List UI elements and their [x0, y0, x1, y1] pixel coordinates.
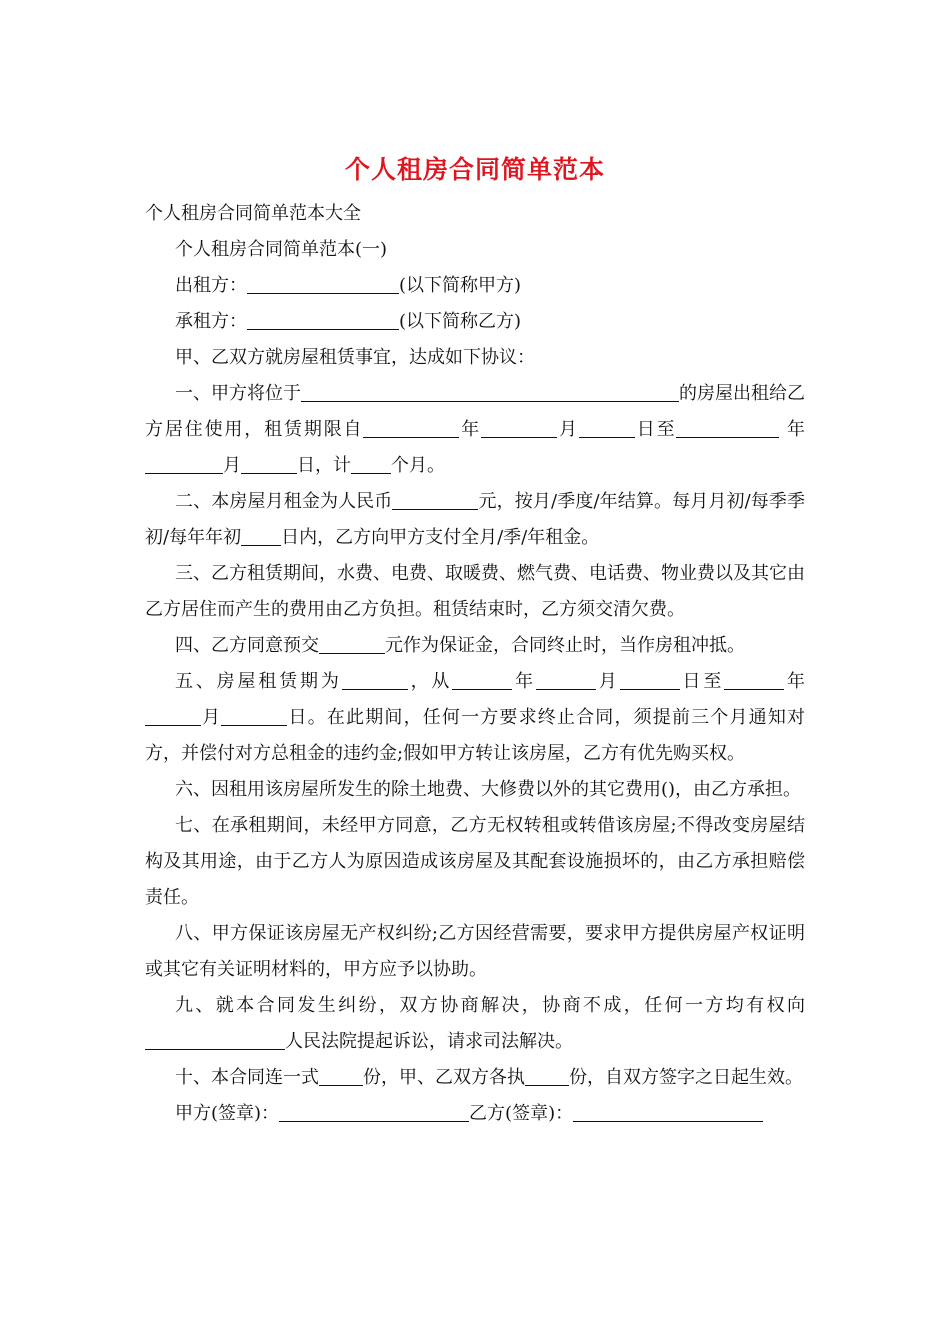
party-b-sign-label: 乙方(签章)：	[469, 1103, 574, 1124]
clause-5-text: 月	[595, 671, 620, 692]
court-blank	[145, 1029, 285, 1050]
clause-5-text: 日至	[679, 671, 725, 692]
blank	[145, 705, 201, 726]
contract-heading: 个人租房合同简单范本(一)	[175, 239, 388, 260]
document-body	[145, 196, 805, 1132]
copies-each-blank	[525, 1065, 569, 1086]
rent-blank	[392, 489, 478, 510]
clause-6: 六、因租用该房屋所发生的除土地费、大修费以外的其它费用()，由乙方承担。	[175, 779, 802, 800]
lessor-suffix: (以下简称甲方)	[399, 275, 522, 296]
clause-4-text: 四、乙方同意预交	[175, 635, 319, 656]
blank	[221, 705, 287, 726]
lessee-suffix: (以下简称乙方)	[399, 311, 522, 332]
lessee-line	[145, 304, 805, 340]
deposit-blank	[319, 633, 385, 654]
clause-1-text: 月	[557, 419, 579, 440]
copies-blank	[319, 1065, 363, 1086]
clause-1-text: 的房屋出租给乙方居住使用，租赁期限自	[145, 383, 805, 440]
clause-4	[145, 628, 805, 664]
clause-1-text: 年	[787, 419, 806, 440]
blank	[241, 525, 281, 546]
intro-paragraph: 甲、乙双方就房屋租赁事宜，达成如下协议：	[175, 347, 535, 368]
clause-1-text: 日至	[634, 419, 677, 440]
clause-5-text: ，从	[407, 671, 453, 692]
lessee-label: 承租方：	[175, 311, 247, 332]
lessor-blank	[247, 273, 399, 294]
blank	[481, 417, 557, 438]
subtitle: 个人租房合同简单范本大全	[145, 203, 361, 224]
blank	[724, 669, 784, 690]
clause-5	[145, 664, 805, 772]
clause-8: 八、甲方保证该房屋无产权纠纷;乙方因经营需要，要求甲方提供房屋产权证明或其它有关证明材料的，甲方应予以协助。	[145, 923, 805, 980]
clause-7: 七、在承租期间，未经甲方同意，乙方无权转租或转借该房屋;不得改变房屋结构及其用途，由于乙方人为原因造成该房屋及其配套设施损坏的，由乙方承担赔偿责任。	[145, 815, 805, 908]
blank	[452, 669, 512, 690]
clause-5-text: 年	[784, 671, 806, 692]
address-blank	[301, 381, 679, 402]
clause-10	[145, 1060, 805, 1096]
blank	[579, 417, 635, 438]
clause-5-text: 日。在此期间，任何一方要求终止合同，须提前三个月通知对方，并偿付对方总租金的违约金;假如甲方转让该房屋，乙方有优先购买权。	[145, 707, 806, 764]
clause-1-text: 年	[459, 419, 482, 440]
blank	[363, 417, 459, 438]
clause-9	[145, 988, 805, 1060]
clause-5-text: 年	[512, 671, 536, 692]
clause-10-text: 份，甲、乙双方各执	[363, 1067, 525, 1088]
blank	[145, 453, 223, 474]
clause-9-text: 人民法院提起诉讼，请求司法解决。	[285, 1031, 573, 1052]
party-b-sign-blank	[573, 1101, 763, 1122]
clause-1-text: 一、甲方将位于	[175, 383, 301, 404]
clause-5-text: 五、房屋租赁期为	[175, 671, 342, 692]
blank	[620, 669, 680, 690]
signature-line	[145, 1096, 805, 1132]
lessee-blank	[247, 309, 399, 330]
clause-1-text: 个月。	[391, 455, 445, 476]
blank	[351, 453, 391, 474]
lessor-line	[145, 268, 805, 304]
clause-1	[145, 376, 805, 484]
clause-9-text: 九、就本合同发生纠纷，双方协商解决，协商不成，任何一方均有权向	[175, 995, 805, 1016]
clause-2	[145, 484, 805, 556]
clause-1-text: 月	[223, 455, 241, 476]
clause-10-text: 份，自双方签字之日起生效。	[569, 1067, 803, 1088]
blank	[676, 417, 779, 438]
clause-10-text: 十、本合同连一式	[175, 1067, 319, 1088]
clause-2-text: 日内，乙方向甲方支付全月/季/年租金。	[281, 527, 600, 548]
clause-2-text: 二、本房屋月租金为人民币	[175, 491, 393, 512]
party-a-sign-label: 甲方(签章)：	[175, 1103, 280, 1124]
clause-2-text: 元，按月/季度/年结算。每月月初/每季季初/每年年初	[145, 491, 806, 548]
document-title: 个人租房合同简单范本	[344, 155, 605, 184]
clause-1-text: 日，计	[297, 455, 351, 476]
clause-4-text: 元作为保证金，合同终止时，当作房租冲抵。	[385, 635, 745, 656]
blank	[342, 669, 408, 690]
clause-5-text: 月	[201, 707, 222, 728]
party-a-sign-blank	[279, 1101, 469, 1122]
blank	[536, 669, 596, 690]
clause-3: 三、乙方租赁期间，水费、电费、取暖费、燃气费、电话费、物业费以及其它由乙方居住而产生的费用由乙方负担。租赁结束时，乙方须交清欠费。	[145, 563, 805, 620]
lessor-label: 出租方：	[175, 275, 247, 296]
blank	[241, 453, 297, 474]
